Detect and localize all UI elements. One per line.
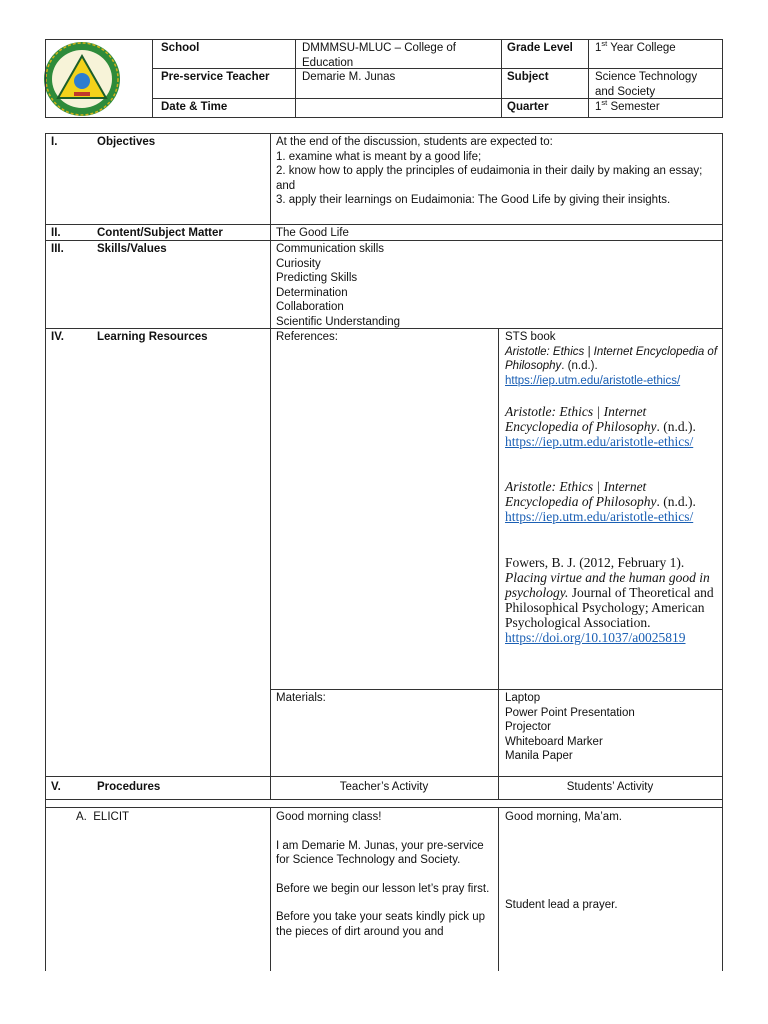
reference-1: Aristotle: Ethics | Internet Encyclopedia of Philosophy. (n.d.). https://iep.utm.edu/aristotle-ethics/: [505, 345, 718, 387]
materials-label: Materials:: [276, 692, 326, 704]
list-item: Determination: [276, 286, 348, 299]
skills-label: Skills/Values: [97, 243, 167, 255]
list-item: Communication skills: [276, 243, 385, 255]
school-label: School: [161, 42, 200, 54]
content-num: II.: [51, 227, 61, 239]
reference-3-link[interactable]: https://iep.utm.edu/aristotle-ethics/: [505, 509, 694, 524]
elicit-label: A. ELICIT: [76, 811, 130, 823]
reference-1-link[interactable]: https://iep.utm.edu/aristotle-ethics/: [505, 374, 681, 387]
reference-2-link[interactable]: https://iep.utm.edu/aristotle-ethics/: [505, 434, 694, 449]
resources-num: IV.: [51, 331, 65, 343]
objectives-num: I.: [51, 136, 58, 148]
reference-list: [505, 330, 717, 388]
list-item: Laptop: [505, 692, 541, 704]
objectives-label: Objectives: [97, 136, 156, 148]
list-item: Manila Paper: [505, 750, 573, 762]
header-table: [45, 39, 723, 118]
list-item: Curiosity: [276, 257, 321, 270]
skills-num: III.: [51, 243, 64, 255]
list-item: Power Point Presentation: [505, 706, 635, 719]
teacher-value: Demarie M. Junas: [302, 71, 396, 83]
students-activity: Good morning, Ma’am. Student lead a prayer.: [505, 811, 622, 911]
teacher-activity-header: Teacher’s Activity: [339, 781, 429, 793]
objectives-text: At the end of the discussion, students are expected to: 1. examine what is meant by a good life; 2. know how to apply the principles of eudaimonia in their daily by making an essay; and 3. apply their learnings on Eudaimonia: The Good Life by giving their insights.: [276, 136, 703, 206]
reference-4: Fowers, B. J. (2012, February 1). Placing virtue and the human good in psychology. Journal of Theoretical and Philosophical Psychology; American Psychological Association. https://doi.org/10.1037/a0025819: [505, 555, 714, 645]
procedures-num: V.: [51, 781, 61, 793]
quarter-value: 1st Semester: [595, 98, 660, 113]
quarter-label: Quarter: [507, 101, 549, 113]
list-item: Projector: [505, 721, 552, 733]
procedures-label: Procedures: [97, 781, 161, 793]
reference-4-link[interactable]: https://doi.org/10.1037/a0025819: [505, 630, 686, 645]
grade-label: Grade Level: [507, 42, 573, 54]
skills-list: [276, 242, 400, 329]
list-item: Predicting Skills: [276, 272, 358, 284]
list-item: Whiteboard Marker: [505, 735, 603, 748]
materials-list: [505, 691, 635, 764]
resources-label: Learning Resources: [97, 331, 208, 343]
teacher-label: Pre-service Teacher: [161, 71, 270, 83]
grade-value: 1st Year College: [595, 39, 676, 54]
reference-2: Aristotle: Ethics | Internet Encyclopedia of Philosophy. (n.d.). https://iep.utm.edu/aristotle-ethics/: [505, 404, 696, 449]
subject-value: Science Technology and Society: [595, 71, 698, 98]
school-value: DMMMSU-MLUC – College of Education: [302, 42, 457, 69]
date-label: Date & Time: [161, 101, 228, 113]
content-value: The Good Life: [276, 227, 349, 239]
references-label: References:: [276, 331, 339, 343]
reference-3: Aristotle: Ethics | Internet Encyclopedia of Philosophy. (n.d.). https://iep.utm.edu/aristotle-ethics/: [505, 479, 696, 524]
list-item: Scientific Understanding: [276, 315, 401, 328]
content-label: Content/Subject Matter: [97, 227, 223, 239]
teacher-activity: Good morning class! I am Demarie M. Junas, your pre-service for Science Technology and Society. Before we begin our lesson let’s pray first. Before you take your seats kindly pick up the pieces of dirt around you and: [276, 811, 490, 938]
list-item: Collaboration: [276, 301, 344, 313]
sts-book: STS book: [505, 331, 556, 343]
students-activity-header: Students’ Activity: [566, 781, 654, 793]
subject-label: Subject: [507, 71, 549, 83]
